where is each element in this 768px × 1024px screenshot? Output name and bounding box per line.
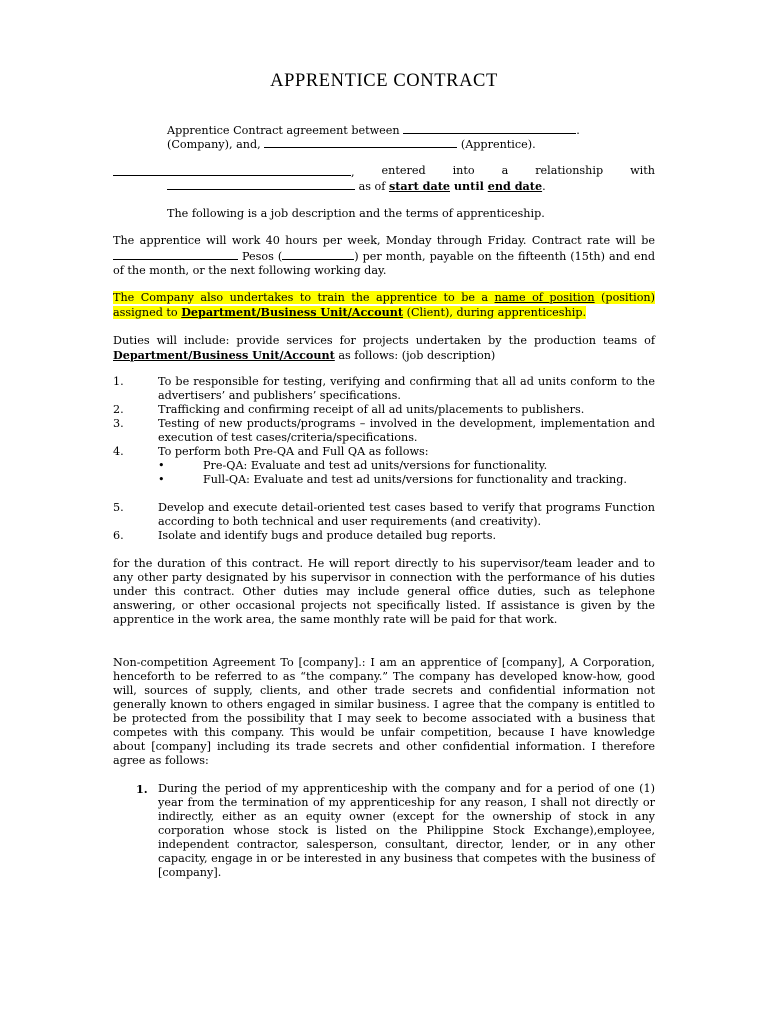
apprentice-blank <box>264 136 457 148</box>
list-item: Isolate and identify bugs and produce detailed bug reports. <box>158 529 497 542</box>
list-item: To perform both Pre-QA and Full QA as follows: <box>158 445 429 458</box>
intro-word: with <box>630 164 655 177</box>
bullet-item: Full-QA: Evaluate and test ad units/versions for functionality and tracking. <box>203 473 627 486</box>
bullet: • <box>158 473 165 486</box>
list-item: Trafficking and confirming receipt of all ad units/placements to publishers. <box>158 403 585 416</box>
intro-text: (Apprentice). <box>460 138 536 151</box>
list-item: To be responsible for testing, verifying and confirming that all ad units conform to the advertisers’ and publishers’ specifications. <box>158 375 655 402</box>
duties-text: Duties will include: provide services for projects undertaken by the production teams of <box>113 334 655 347</box>
bullet: • <box>158 459 165 472</box>
training-text: (Client), during apprenticeship. <box>406 306 587 319</box>
document-title: APPRENTICE CONTRACT <box>270 71 498 91</box>
intro-line-2 <box>167 136 655 152</box>
clause-number: 1. <box>136 782 148 796</box>
list-item: Testing of new products/programs – involved in the development, implementation and execution of test cases/criteria/specifications. <box>158 417 655 444</box>
start-date-field: start date <box>388 179 450 193</box>
training-text: The Company also undertakes to train the apprentice to be a <box>113 291 489 304</box>
intro-word: relationship <box>535 164 604 177</box>
rate-blank <box>113 248 238 260</box>
rate-words-blank <box>282 248 354 260</box>
work-text: Pesos ( <box>242 250 283 263</box>
intro-text: Apprentice Contract agreement between <box>167 124 400 137</box>
list-number: 4. <box>113 445 124 458</box>
work-text: ) per month, payable on the fifteenth (15th) and end of the month, or the next following working day. <box>113 250 655 277</box>
duties-text: as follows: (job description) <box>338 349 496 362</box>
bullet-item: Pre-QA: Evaluate and test ad units/versions for functionality. <box>203 459 548 472</box>
following-paragraph: The following is a job description and the terms of apprenticeship. <box>167 207 545 220</box>
department-field: Department/Business Unit/Account <box>113 348 335 362</box>
intro-punct: , <box>351 166 355 179</box>
intro-text: as of <box>358 180 386 193</box>
duties-paragraph <box>113 334 655 363</box>
intro-word: entered <box>381 164 426 177</box>
work-paragraph <box>113 234 655 278</box>
intro-punct: . <box>542 180 546 193</box>
intro-line-4 <box>167 178 655 194</box>
list-number: 5. <box>113 501 124 514</box>
name-blank <box>113 164 351 176</box>
clause-text: During the period of my apprenticeship with the company and for a period of one (1) year from the termination of my apprenticeship for any reason, I shall not directly or indirectly, either as an equity owner (except for the ownership of stock in any corporation whose stock is listed on the Philippine Stock Exchange),employee, independent contractor, salesperson, consultant, director, lender, or in any other capacity, engage in or be interested in any business that competes with the business of [company]. <box>158 782 655 879</box>
party-blank <box>167 178 355 190</box>
training-highlight <box>113 291 655 319</box>
intro-text: (Company), and, <box>167 138 261 151</box>
training-paragraph <box>113 291 655 320</box>
intro-word: into <box>452 164 475 177</box>
company-blank <box>403 122 576 134</box>
training-text: (position) assigned to <box>113 291 656 319</box>
position-field: name of position <box>494 291 595 304</box>
list-number: 6. <box>113 529 124 542</box>
intro-punct: . <box>576 124 580 137</box>
department-field: Department/Business Unit/Account <box>181 305 404 319</box>
list-number: 2. <box>113 403 124 416</box>
duration-paragraph: for the duration of this contract. He will report directly to his supervisor/team leader and to any other party designated by his supervisor in connection with the performance of his duties under this contract. Other duties may include general office duties, such as telephone answering, or other occasional projects not specifically listed. If assistance is given by the apprentice in the work area, the same monthly rate will be paid for that work. <box>113 557 655 626</box>
end-date-field: end date <box>487 179 543 193</box>
list-number: 3. <box>113 417 124 430</box>
intro-word: a <box>501 164 509 177</box>
noncompete-paragraph: Non-competition Agreement To [company].: I am an apprentice of [company], A Corporation, henceforth to be referred to as “the company.” The company has developed know-how, good will, sources of supply, clients, and other trade secrets and confidential information not generally known to others engaged in similar business. I agree that the company is entitled to be protected from the possibility that I may seek to become associated with a business that competes with this company. This would be unfair competition, because I have knowledge about [company] including its trade secrets and other confidential information. I therefore agree as follows: <box>113 656 655 767</box>
list-item: Develop and execute detail-oriented test cases based to verify that programs Function according to both technical and user requirements (and creativity). <box>158 501 655 528</box>
work-text: The apprentice will work 40 hours per week, Monday through Friday. Contract rate will be <box>113 234 655 247</box>
until-text: until <box>453 179 484 193</box>
list-number: 1. <box>113 375 124 388</box>
